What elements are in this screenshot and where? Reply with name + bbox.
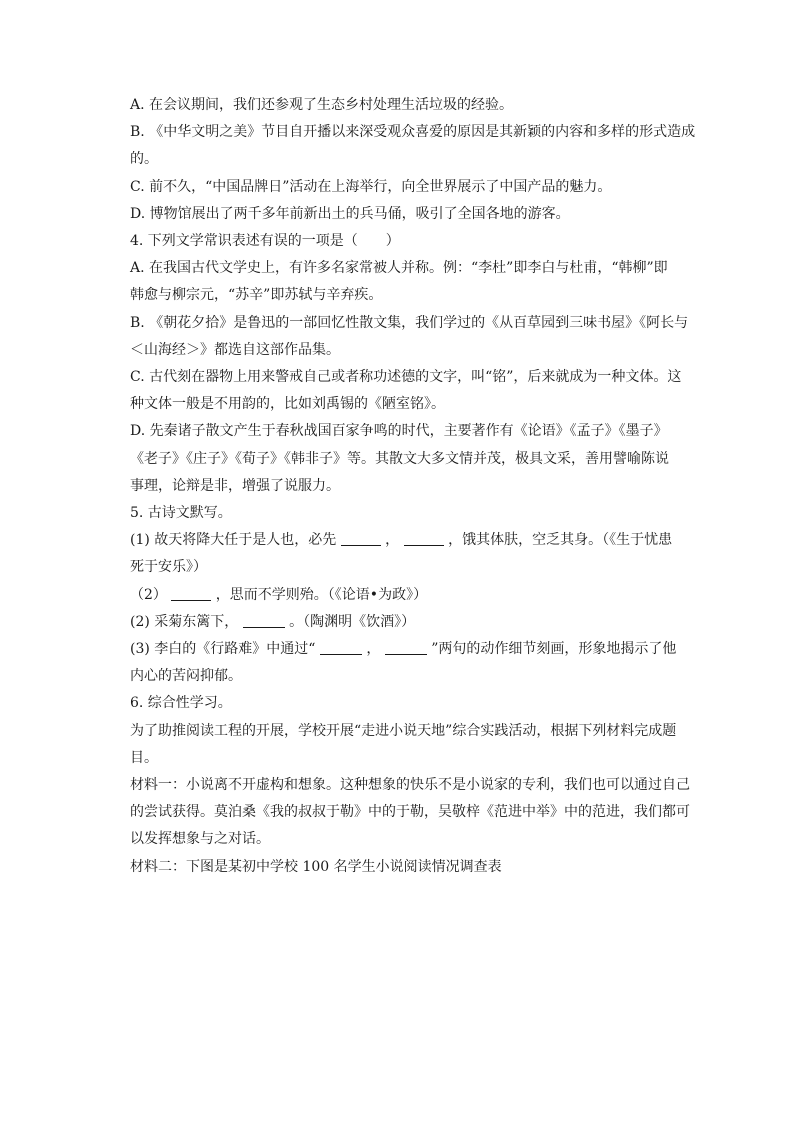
q5-item-4: [130, 636, 696, 663]
q4-option-b-line1: B. 《朝花夕拾》是鲁迅的一部回忆性散文集，我们学过的《从百草园到三味书屋》《阿长与: [130, 314, 689, 331]
q5-item-3-text-b: 。（陶渊明《饮酒》）: [284, 613, 416, 630]
q6-intro-line2: 目。: [130, 749, 158, 766]
q4-option-d-line3: 事理，论辩是非，增强了说服力。: [130, 477, 340, 494]
q4-option-d-line2: 《老子》《庄子》《荀子》《韩非子》等。其散文大多文情并茂，极具文采，善用譬喻陈说: [130, 450, 669, 467]
q4-stem: 4. 下列文学常识表述有误的一项是（ ）: [130, 233, 400, 250]
q4-option-c-line2: 种文体一般是不用韵的，比如刘禹锡的《陋室铭》。: [130, 396, 445, 413]
q3-option-b-line1: B. 《中华文明之美》节目自开播以来深受观众喜爱的原因是其新颖的内容和多样的形式造成: [130, 124, 696, 141]
q3-option-d: D. 博物馆展出了两千多年前新出土的兵马俑，吸引了全国各地的游客。: [130, 205, 570, 222]
q5-item-3: [130, 609, 696, 636]
q4-option-c-line1: C. 古代刻在器物上用来警戒自己或者称功述德的文字，叫“铭”，后来就成为一种文体。这: [130, 369, 682, 386]
q4-option-a-line2: 韩愈与柳宗元，“苏辛”即苏轼与辛弃疾。: [130, 287, 383, 304]
q5-item-4-line2: 内心的苦闷抑郁。: [130, 668, 242, 685]
q3-option-b-line2: 的。: [130, 151, 158, 168]
q5-item-4-text-a: (3) 李白的《行路难》中通过“: [130, 641, 320, 658]
q5-item-1-text-b: ，饿其体肤，空乏其身。（《生于忧患: [443, 532, 673, 549]
q4-option-d-line1: D. 先秦诸子散文产生于春秋战国百家争鸣的时代，主要著作有《论语》《孟子》《墨子》: [130, 423, 668, 440]
q6-material1-line3: 以发挥想象与之对话。: [130, 831, 270, 848]
q5-stem: 5. 古诗文默写。: [130, 505, 232, 522]
q5-item-1-text-a: (1) 故天将降大任于是人也，必先: [130, 532, 341, 549]
q3-option-c: C. 前不久，“中国品牌日”活动在上海举行，向全世界展示了中国产品的魅力。: [130, 178, 612, 195]
q4-option-b-line2: ＜山海经＞》都选自这部作品集。: [130, 341, 340, 358]
answer-blank[interactable]: [171, 586, 211, 601]
q5-item-4-text-b: ”两句的动作细节刻画，形象地揭示了他: [426, 641, 677, 658]
answer-blank[interactable]: [385, 640, 427, 655]
q3-option-a: A. 在会议期间，我们还参观了生态乡村处理生活垃圾的经验。: [130, 97, 514, 113]
q5-item-2-text-b: ，思而不学则殆。（《论语•为政》）: [211, 586, 428, 603]
q5-item-2-text-a: （2）: [130, 586, 172, 603]
q4-option-a-line1: A. 在我国古代文学史上，有许多名家常被人并称。例：“李杜”即李白与杜甫，“韩柳”即: [130, 260, 668, 277]
q5-item-3-text-a: (2) 采菊东篱下，: [130, 613, 243, 630]
q6-intro-line1: 为了助推阅读工程的开展，学校开展“走进小说天地”综合实践活动，根据下列材料完成题: [130, 722, 677, 739]
q5-item-1: [130, 527, 696, 554]
q5-item-1-separator: ，: [380, 532, 404, 549]
q5-item-4-separator: ，: [361, 641, 385, 658]
answer-blank[interactable]: [341, 531, 381, 546]
exam-page: [130, 92, 696, 881]
q5-item-2: [130, 582, 696, 609]
answer-blank[interactable]: [404, 531, 444, 546]
q6-material1-line2: 的尝试获得。莫泊桑《我的叔叔于勒》中的于勒，吴敬梓《范进中举》中的范进，我们都可: [130, 804, 690, 821]
q5-item-1-line2: 死于安乐》）: [130, 559, 207, 576]
answer-blank[interactable]: [320, 640, 362, 655]
q6-material1-line1: 材料一：小说离不开虚构和想象。这种想象的快乐不是小说家的专利，我们也可以通过自己: [130, 777, 690, 794]
q6-material2: 材料二：下图是某初中学校 100 名学生小说阅读情况调查表: [130, 858, 502, 875]
q6-stem: 6. 综合性学习。: [130, 695, 232, 712]
answer-blank[interactable]: [243, 613, 285, 628]
